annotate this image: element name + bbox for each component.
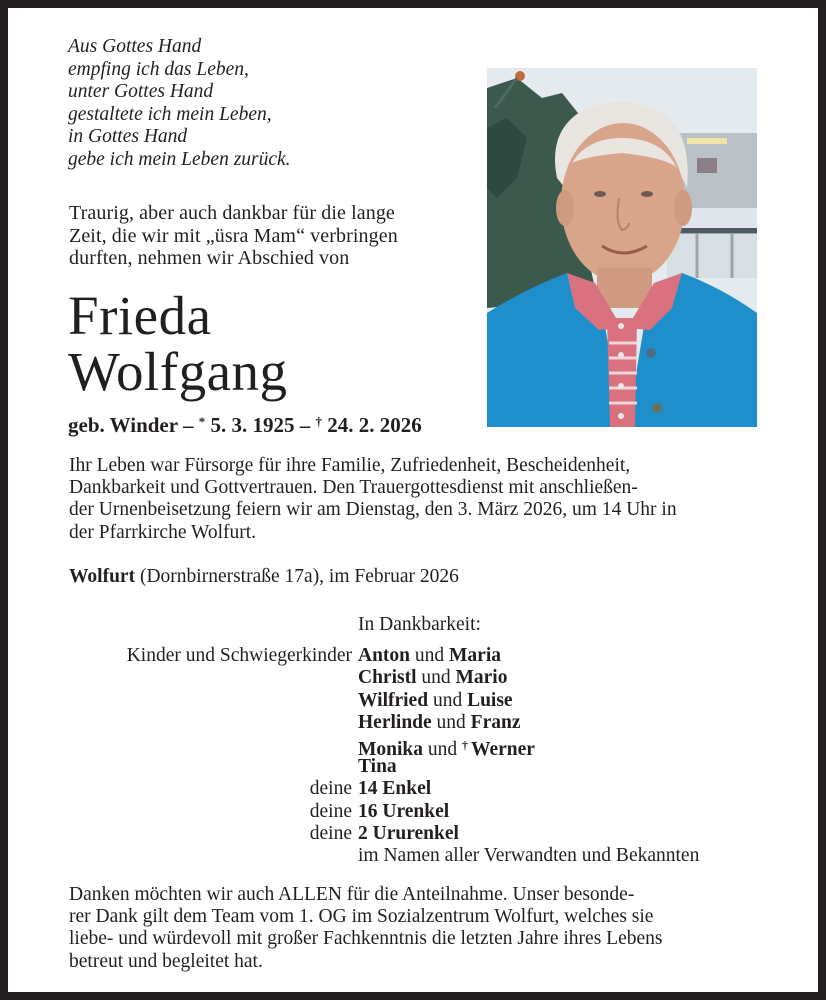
birth-date: 5. 3. 1925 xyxy=(205,413,295,437)
body-line: Ihr Leben war Fürsorge für ihre Familie, Zufriedenheit, Bescheidenheit, xyxy=(69,455,631,476)
life-dates xyxy=(68,410,422,437)
body-line: Dankbarkeit und Gottvertrauen. Den Trauergottesdienst mit anschließen- xyxy=(69,477,638,499)
children-label: Kinder und Schwiegerkinder xyxy=(126,645,352,667)
closing-thanks xyxy=(69,884,759,973)
descendant-count: 14 Enkel xyxy=(358,778,432,800)
spouse-name: Werner xyxy=(471,738,535,760)
poem-line: gebe ich mein Leben zurück. xyxy=(68,148,291,170)
poem-line: gestaltete ich mein Leben, xyxy=(68,103,272,125)
poem-line: Aus Gottes Hand xyxy=(68,36,202,57)
descendant-row xyxy=(8,801,818,823)
first-name: Frieda xyxy=(68,285,212,346)
descendant-label: deine xyxy=(309,800,352,822)
couple-row xyxy=(8,645,818,667)
relatives-line: im Namen aller Verwandten und Bekannten xyxy=(358,844,700,866)
single-row xyxy=(8,756,818,778)
death-date: 24. 2. 2026 xyxy=(321,413,422,437)
death-cross-icon: † xyxy=(462,737,472,752)
joiner: und xyxy=(431,711,471,733)
address-date: (Dornbirnerstraße 17a), im Februar 2026 xyxy=(135,566,459,587)
descendant-label: deine xyxy=(309,822,352,844)
descendant-count: 16 Urenkel xyxy=(358,800,450,822)
portrait-photo xyxy=(487,68,757,427)
portrait-image xyxy=(487,68,757,427)
relatives-row xyxy=(8,845,818,867)
descendant-row xyxy=(8,823,818,845)
body-line: der Urnenbeisetzung feiern wir am Dienstag, den 3. März 2026, um 14 Uhr in xyxy=(69,499,677,521)
couple-row xyxy=(8,667,818,689)
intro-line: Zeit, die wir mit „üsra Mam“ verbringen xyxy=(69,224,398,247)
closing-line: liebe- und würdevoll mit großer Fachkenntnis die letzten Jahre ihres Lebens xyxy=(69,928,663,950)
child-name: Herlinde xyxy=(358,711,432,733)
poem xyxy=(68,36,291,171)
poem-line: in Gottes Hand xyxy=(68,126,188,147)
town-name: Wolfurt xyxy=(69,566,136,587)
spouse-name: Luise xyxy=(467,689,513,711)
child-name: Monika xyxy=(358,738,424,760)
child-name: Anton xyxy=(358,645,411,667)
dash: – xyxy=(177,413,199,437)
child-name: Christl xyxy=(358,667,417,689)
deceased-name xyxy=(68,285,288,402)
dash: – xyxy=(294,413,316,437)
birth-symbol-icon: * xyxy=(198,414,206,429)
spouse-name: Mario xyxy=(455,667,508,689)
obituary-page xyxy=(8,8,818,992)
service-announcement xyxy=(69,455,759,544)
descendant-row xyxy=(8,778,818,800)
death-cross-icon: † xyxy=(315,414,322,429)
mourners-list xyxy=(8,614,818,867)
couple-row xyxy=(8,690,818,712)
joiner: und xyxy=(410,645,450,667)
maiden-name: geb. Winder xyxy=(68,413,178,437)
child-name: Tina xyxy=(358,756,397,778)
couple-row xyxy=(8,712,818,734)
closing-line: rer Dank gilt dem Team vom 1. OG im Sozialzentrum Wolfurt, welches sie xyxy=(69,906,654,928)
joiner: und xyxy=(416,667,456,689)
joiner: und xyxy=(428,689,468,711)
thanks-heading-row xyxy=(8,614,818,636)
spouse-name: Franz xyxy=(470,711,521,733)
spouse-name: Maria xyxy=(449,645,502,667)
thanks-heading: In Dankbarkeit: xyxy=(358,614,481,635)
intro-line: durften, nehmen wir Abschied von xyxy=(69,247,350,269)
intro-text xyxy=(69,202,398,270)
joiner: und xyxy=(423,738,463,760)
body-line: der Pfarrkirche Wolfurt. xyxy=(69,521,257,543)
descendant-label: deine xyxy=(309,778,352,800)
descendant-count: 2 Ururenkel xyxy=(358,822,459,844)
location-date-line xyxy=(69,566,459,588)
last-name: Wolfgang xyxy=(68,341,288,402)
couple-row xyxy=(8,734,818,760)
closing-line: Danken möchten wir auch ALLEN für die Anteilnahme. Unser besonde- xyxy=(69,884,635,905)
poem-line: empfing ich das Leben, xyxy=(68,58,249,80)
poem-line: unter Gottes Hand xyxy=(68,81,214,102)
intro-line: Traurig, aber auch dankbar für die lange xyxy=(69,202,395,224)
child-name: Wilfried xyxy=(358,689,429,711)
closing-line: betreut und begleitet hat. xyxy=(69,950,263,972)
